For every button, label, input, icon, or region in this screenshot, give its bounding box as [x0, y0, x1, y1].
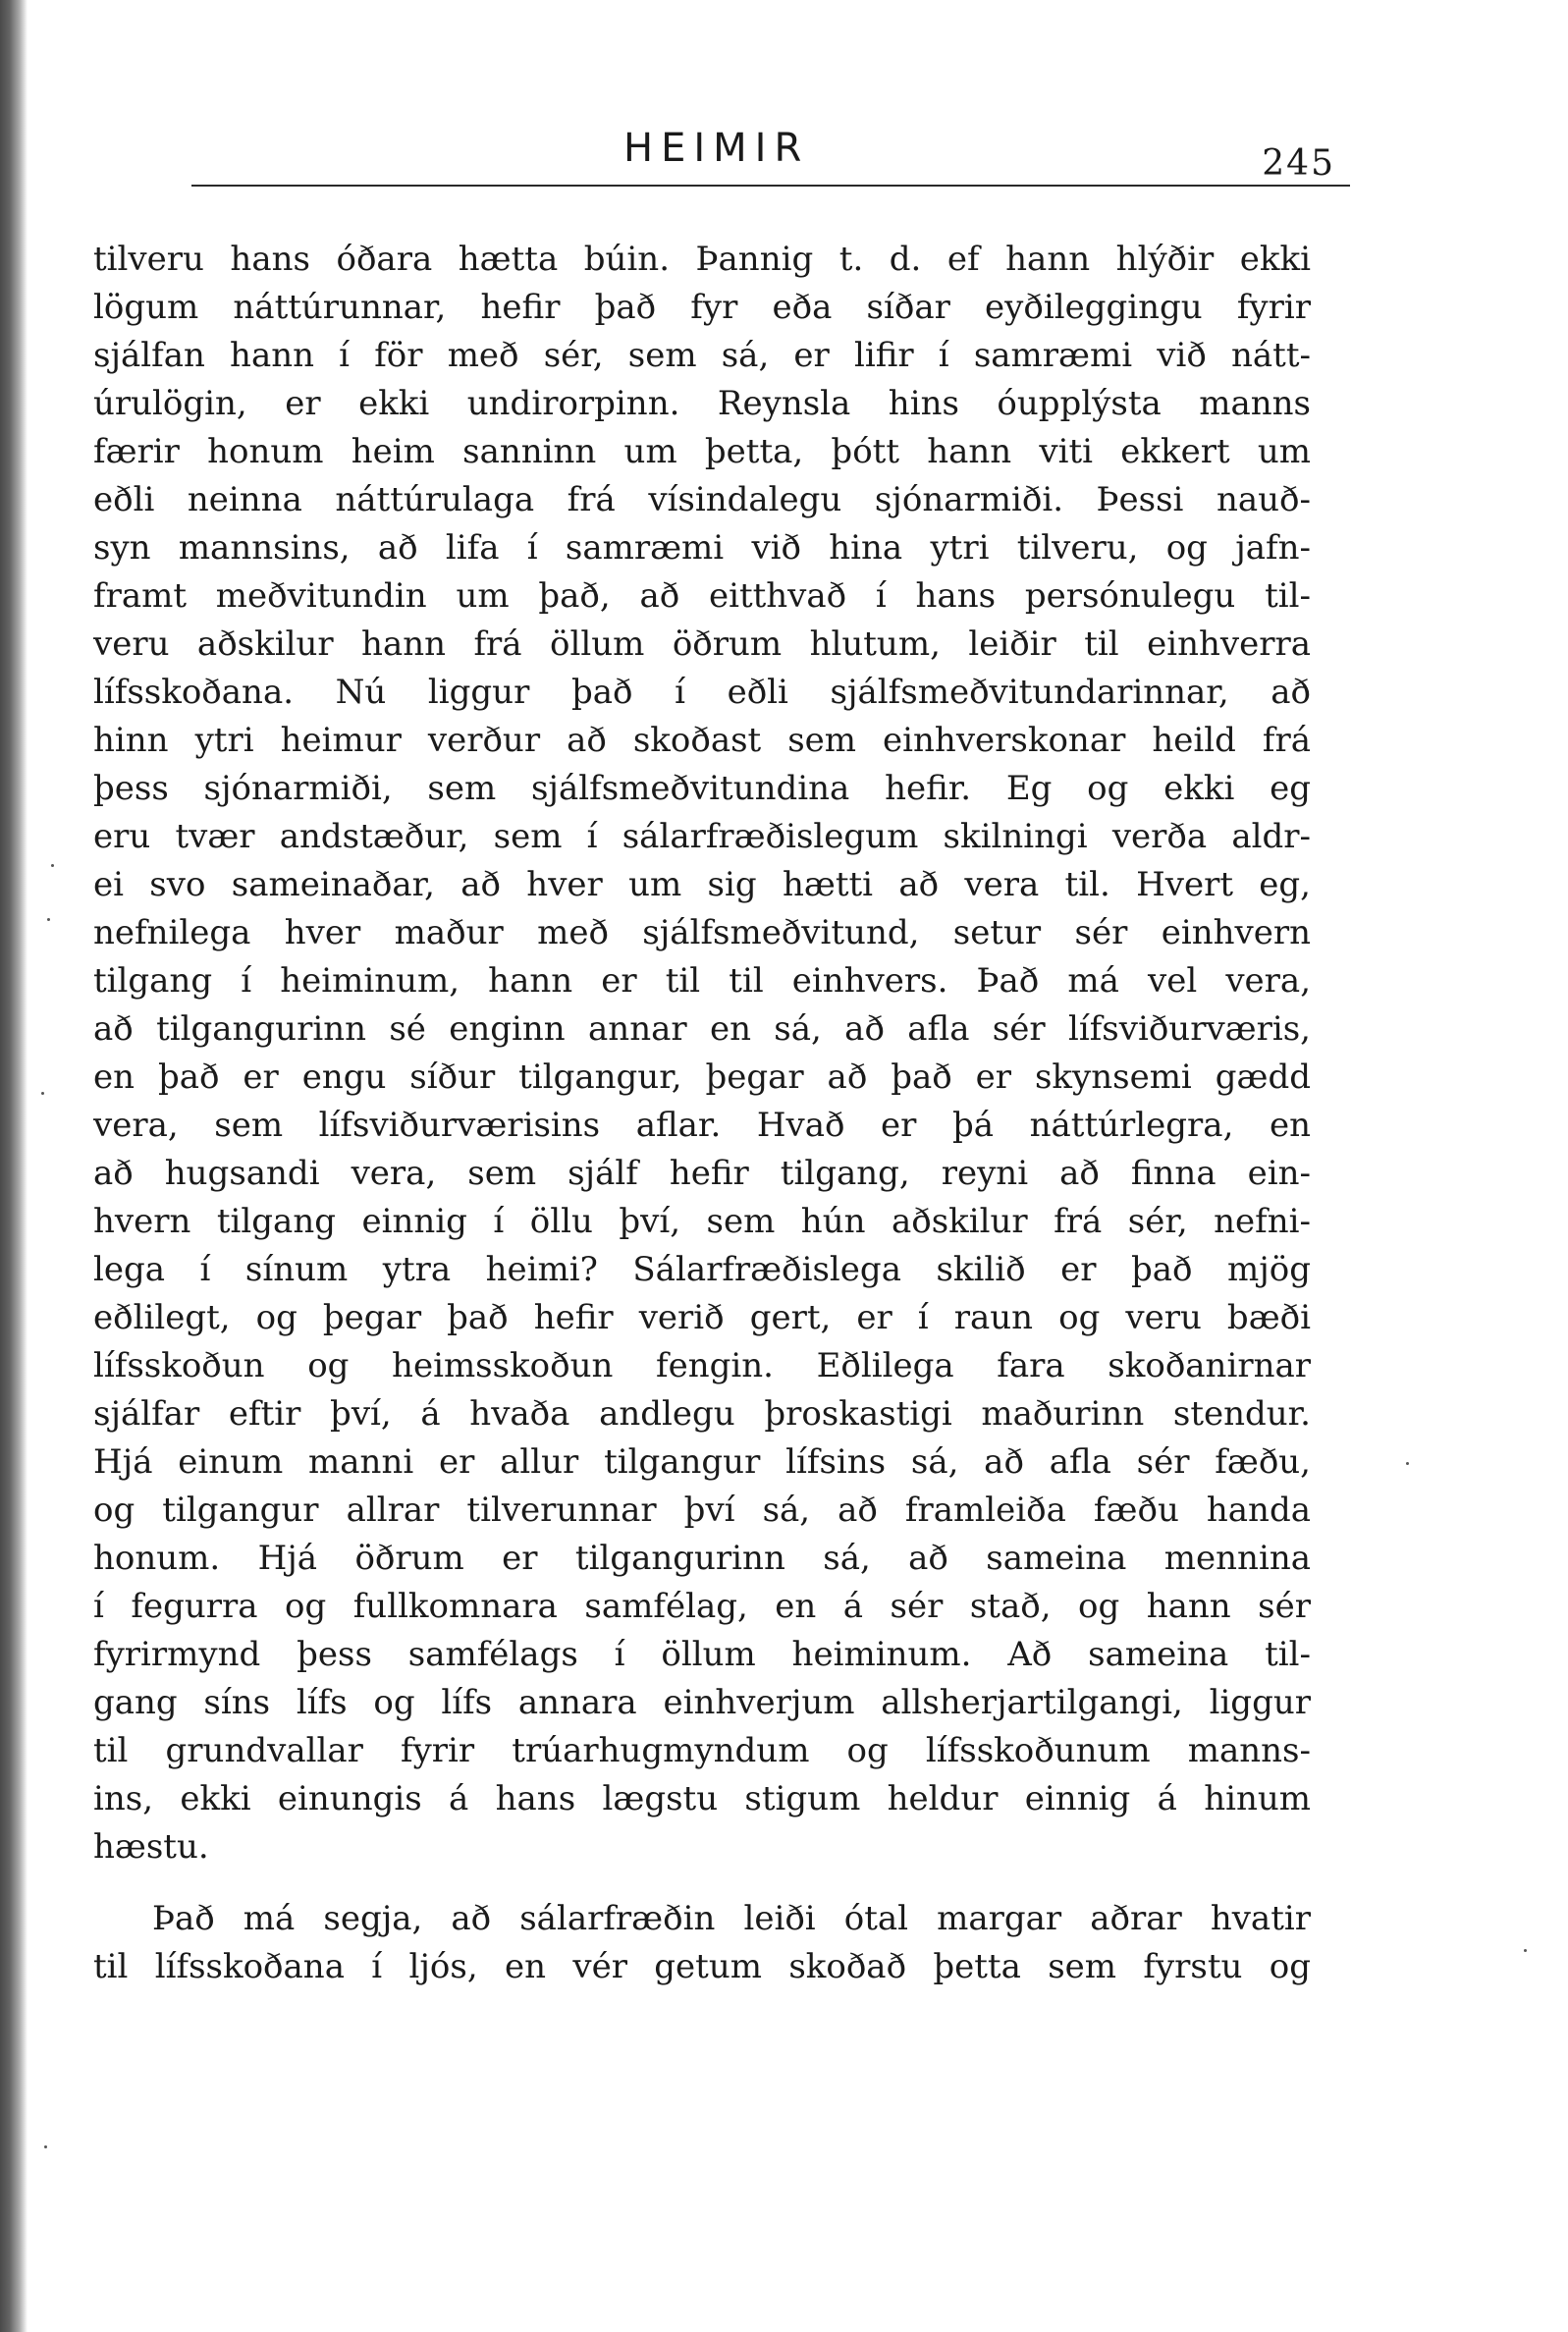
text-line: færir honum heim sanninn um þetta, þótt hann viti ekkert um: [93, 432, 1311, 471]
text-line: Það má segja, að sálarfræðin leiði ótal margar aðrar hvatir: [152, 1899, 1311, 1938]
header-rule: [191, 185, 1350, 187]
scan-speck: [51, 864, 54, 867]
text-line: vera, sem lífsviðurværisins aflar. Hvað er þá náttúrlegra, en: [93, 1106, 1311, 1145]
text-line: fyrirmynd þess samfélags í öllum heiminum. Að sameina til-: [93, 1635, 1311, 1674]
text-line: eðli neinna náttúrulaga frá vísindalegu sjónarmiði. Þessi nauð-: [93, 480, 1311, 519]
text-line: gang síns lífs og lífs annara einhverjum allsherjartilgangi, liggur: [93, 1683, 1311, 1722]
text-line: hvern tilgang einnig í öllu því, sem hún aðskilur frá sér, nefni-: [93, 1202, 1311, 1241]
text-line: nefnilega hver maður með sjálfsmeðvitund, setur sér einhvern: [93, 913, 1311, 952]
text-line: sjálfan hann í för með sér, sem sá, er lifir í samræmi við nátt-: [93, 336, 1311, 375]
text-line: lega í sínum ytra heimi? Sálarfræðislega skilið er það mjög: [93, 1250, 1311, 1289]
text-line: honum. Hjá öðrum er tilgangurinn sá, að sameina mennina: [93, 1539, 1311, 1578]
text-line: þess sjónarmiði, sem sjálfsmeðvitundina hefir. Eg og ekki eg: [93, 769, 1311, 808]
text-line: syn mannsins, að lifa í samræmi við hina ytri tilveru, og jafn-: [93, 528, 1311, 568]
text-line: tilveru hans óðara hætta búin. Þannig t. d. ef hann hlýðir ekki: [93, 240, 1311, 279]
text-line: eðlilegt, og þegar það hefir verið gert, er í raun og veru bæði: [93, 1298, 1311, 1337]
page-binding-edge: [0, 0, 27, 2332]
scan-speck: [47, 918, 50, 921]
text-line: ei svo sameinaðar, að hver um sig hætti að vera til. Hvert eg,: [93, 865, 1311, 904]
text-line: tilgang í heiminum, hann er til til einhvers. Það má vel vera,: [93, 961, 1311, 1001]
text-line: veru aðskilur hann frá öllum öðrum hlutum, leiðir til einhverra: [93, 624, 1311, 664]
text-line: eru tvær andstæður, sem í sálarfræðislegum skilningi verða aldr-: [93, 817, 1311, 856]
text-line: hinn ytri heimur verður að skoðast sem einhverskonar heild frá: [93, 721, 1311, 760]
text-line: og tilgangur allrar tilverunnar því sá, að framleiða fæðu handa: [93, 1491, 1311, 1530]
text-line: framt meðvitundin um það, að eitthvað í hans persónulegu til-: [93, 576, 1311, 616]
paragraph-gap: [93, 1871, 1311, 1895]
paragraph-1: [93, 236, 1311, 1871]
text-line: að hugsandi vera, sem sjálf hefir tilgang, reyni að finna ein-: [93, 1154, 1311, 1193]
text-line: en það er engu síður tilgangur, þegar að það er skynsemi gædd: [93, 1058, 1311, 1097]
text-line: úrulögin, er ekki undirorpinn. Reynsla hins óupplýsta manns: [93, 384, 1311, 423]
scan-speck: [1524, 1949, 1527, 1952]
text-line: hæstu.: [93, 1827, 209, 1867]
text-line: til lífsskoðana í ljós, en vér getum skoðað þetta sem fyrstu og: [93, 1947, 1311, 1986]
scan-speck: [41, 1092, 44, 1095]
text-line: lífsskoðana. Nú liggur það í eðli sjálfsmeðvitundarinnar, að: [93, 673, 1311, 712]
page-body: [93, 236, 1311, 1991]
text-line: lífsskoðun og heimsskoðun fengin. Eðlilega fara skoðanirnar: [93, 1346, 1311, 1385]
page-header-title: HEIMIR: [623, 126, 810, 171]
scan-speck: [1406, 1462, 1409, 1465]
text-line: Hjá einum manni er allur tilgangur lífsins sá, að afla sér fæðu,: [93, 1442, 1311, 1482]
text-line: ins, ekki einungis á hans lægstu stigum heldur einnig á hinum: [93, 1779, 1311, 1818]
running-head: [191, 116, 1350, 194]
text-line: í fegurra og fullkomnara samfélag, en á sér stað, og hann sér: [93, 1587, 1311, 1626]
page-number: 245: [1262, 143, 1335, 184]
paragraph-2: [93, 1895, 1311, 1991]
scan-speck: [44, 2145, 47, 2148]
text-line: lögum náttúrunnar, hefir það fyr eða síðar eyðileggingu fyrir: [93, 288, 1311, 327]
text-line: sjálfar eftir því, á hvaða andlegu þroskastigi maðurinn stendur.: [93, 1394, 1311, 1434]
text-line: að tilgangurinn sé enginn annar en sá, að afla sér lífsviðurværis,: [93, 1009, 1311, 1049]
text-line: til grundvallar fyrir trúarhugmyndum og lífsskoðunum manns-: [93, 1731, 1311, 1770]
